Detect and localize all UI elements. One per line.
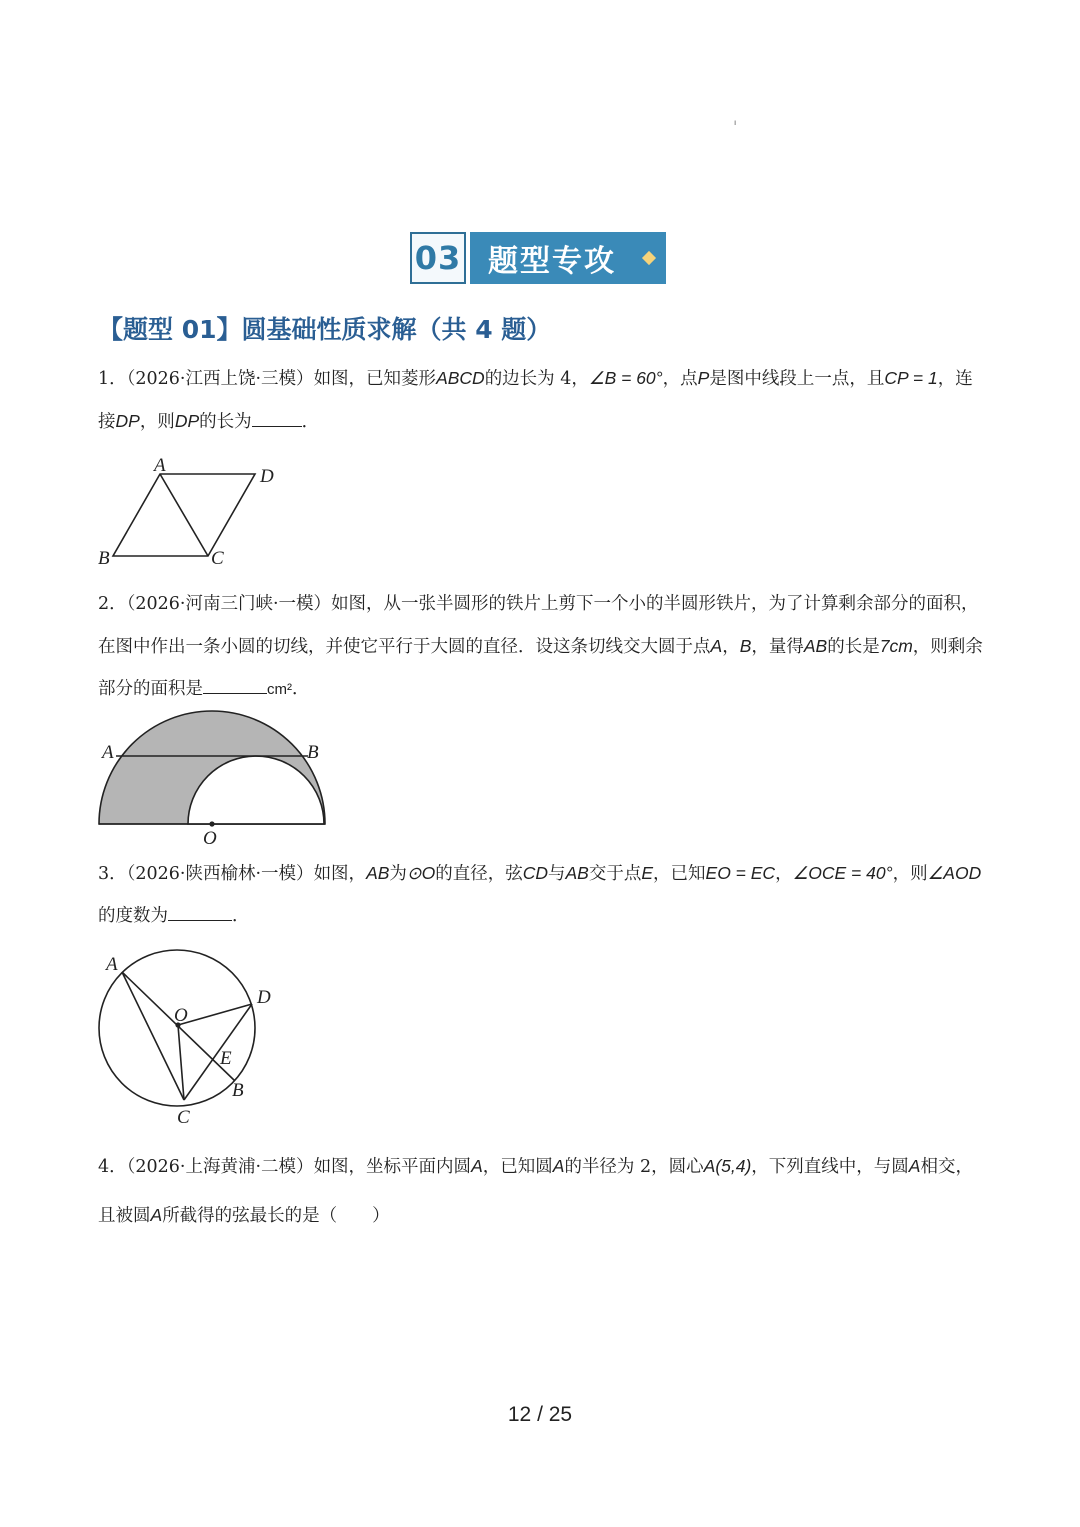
stray-mark: ı (734, 118, 737, 127)
diagonal-ac (160, 474, 208, 556)
section-heading: 【题型 01】圆基础性质求解（共 4 题） (98, 315, 552, 344)
q2-var: B (739, 636, 752, 656)
q1-var: ∠B = 60° (588, 368, 663, 388)
label-a: A (106, 954, 118, 975)
q1-var: DP (115, 411, 140, 431)
q2-text: ， (722, 637, 740, 657)
q1-text: 的长为 (199, 412, 252, 432)
q4-var: A (471, 1156, 483, 1176)
answer-blank[interactable] (168, 902, 232, 921)
q2-var: 7cm (879, 636, 913, 656)
q4-text: 的半径为 2，圆心 (564, 1157, 704, 1177)
q3-text: ． (232, 906, 250, 926)
q3-var: AB (366, 863, 390, 883)
q1-text: ，点 (662, 369, 698, 389)
q3-text: 交于点 (588, 864, 642, 884)
q3-text: ，已知 (653, 864, 706, 884)
q4-text: 如图，坐标平面内圆 (313, 1157, 472, 1177)
q2-text: ． (292, 679, 310, 699)
q1-var: CP = 1 (884, 368, 938, 388)
diamond-icon (642, 251, 656, 265)
q4-var: A(5,4) (703, 1156, 752, 1176)
q1-text: ，则 (139, 412, 175, 432)
q1-text: 如图，已知菱形 (313, 369, 437, 389)
q1-number: 1． (98, 369, 127, 389)
label-c: C (211, 548, 224, 569)
q3-source: （2026·陕西榆林·一模） (126, 864, 314, 884)
circle-figure (92, 946, 292, 1136)
label-b: B (98, 548, 110, 569)
q3-text: 的度数为 (98, 906, 168, 926)
q2-text: 如图，从一张半圆形的铁片上剪下一个小的半圆形铁片，为了计算剩余部分的面积，在图中作出一条小圆的切线，并使它平行于大圆的直径．设这条切线交大圆于点 (98, 594, 979, 657)
q4-var: A (552, 1156, 565, 1176)
label-o: O (174, 1005, 188, 1026)
q3-var: E (641, 863, 654, 883)
q3-var: ⊙O (406, 863, 436, 883)
q2-text: 的长是 (827, 637, 880, 657)
q4-source: （2026·上海黄浦·二模） (126, 1157, 314, 1177)
q3-text: 与 (547, 864, 566, 884)
q2-text: ，量得 (751, 637, 804, 657)
q3-text: ， (775, 864, 793, 884)
q4-number: 4． (98, 1157, 127, 1177)
q3-text: 的直径，弦 (435, 864, 523, 884)
question-4 (98, 1142, 988, 1240)
rhombus-figure (92, 452, 292, 572)
q3-text: ，则 (892, 864, 928, 884)
label-b: B (232, 1080, 244, 1101)
q3-var: ∠AOD (927, 863, 982, 883)
label-e: E (220, 1048, 232, 1069)
banner-number: 03 (410, 232, 466, 284)
q4-text: ，下列直线中，与圆 (751, 1157, 909, 1177)
label-o: O (203, 828, 217, 849)
q3-var: CD (522, 863, 548, 883)
section-banner (410, 232, 666, 284)
q2-var: A (710, 636, 723, 656)
q1-text: 的边长为 4， (484, 369, 589, 389)
q1-text: ，连接 (98, 369, 973, 432)
page-number: 12 / 25 (507, 1403, 573, 1426)
q3-text: 如图， (313, 864, 367, 884)
banner-title-box (470, 232, 666, 284)
q2-text: ，则剩余部分的面积是 (98, 637, 983, 699)
question-2 (98, 583, 988, 711)
answer-blank[interactable] (252, 408, 302, 427)
q3-var: ∠OCE = 40° (792, 863, 893, 883)
q1-source: （2026·江西上饶·三模） (126, 369, 314, 389)
q4-var: A (908, 1156, 921, 1176)
q2-source: （2026·河南三门峡·一模） (126, 594, 332, 614)
q1-text: 是图中线段上一点，且 (709, 369, 885, 389)
question-3 (98, 852, 988, 937)
answer-blank[interactable] (203, 675, 267, 694)
q3-var: EO = EC (705, 863, 776, 883)
center-o (209, 821, 214, 826)
q3-text: 为 (389, 864, 407, 884)
q1-text: ． (301, 412, 320, 432)
q1-var: P (697, 368, 710, 388)
q2-number: 2． (98, 594, 127, 614)
q4-var: A (150, 1205, 163, 1225)
q4-text: ，已知圆 (482, 1157, 553, 1177)
q2-var: AB (803, 636, 828, 656)
q3-number: 3． (98, 864, 127, 884)
semicircle-figure (92, 706, 332, 851)
label-a: A (102, 742, 114, 763)
q3-var: AB (565, 863, 589, 883)
label-b: B (307, 742, 319, 763)
segment-od (178, 1004, 252, 1025)
banner-title: 题型专攻 (488, 244, 616, 279)
q2-unit: cm² (267, 681, 292, 698)
label-a: A (154, 455, 166, 476)
q1-var: DP (174, 411, 200, 431)
q4-text: 所截得的弦最长的是（ ） (162, 1206, 390, 1226)
segment-ac (122, 972, 184, 1100)
label-d: D (260, 466, 274, 487)
label-c: C (177, 1107, 190, 1128)
label-d: D (257, 987, 271, 1008)
question-1 (98, 357, 988, 443)
q4-text: 相交，且被圆 (98, 1157, 973, 1226)
q1-var: ABCD (436, 368, 485, 388)
